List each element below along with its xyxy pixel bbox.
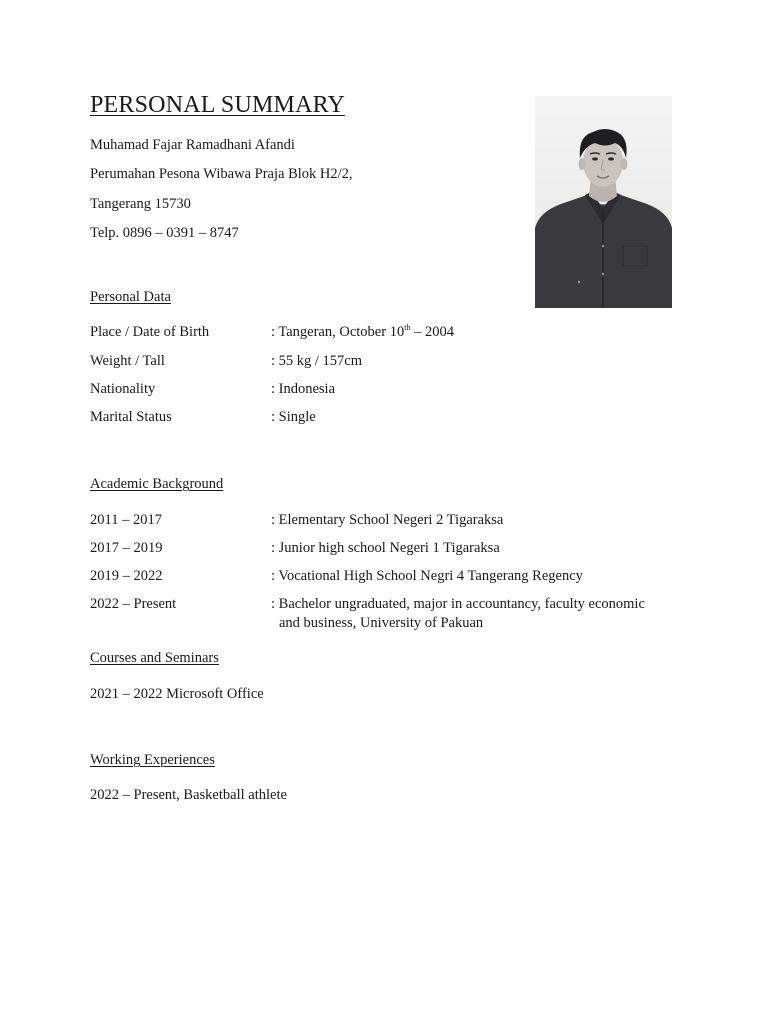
section-heading-courses: Courses and Seminars xyxy=(90,650,219,666)
personal-data-value-marital: : Single xyxy=(271,409,316,425)
academic-value-continuation: and business, University of Pakuan xyxy=(279,615,484,631)
personal-data-value-weight: : 55 kg / 157cm xyxy=(271,353,363,369)
academic-period: 2011 – 2017 xyxy=(90,512,162,528)
section-heading-work: Working Experiences xyxy=(90,752,215,768)
work-item: 2022 – Present, Basketball athlete xyxy=(90,787,287,803)
address-line-1: Perumahan Pesona Wibawa Praja Blok H2/2, xyxy=(90,166,353,182)
section-heading-academic: Academic Background xyxy=(90,476,224,492)
phone-number: Telp. 0896 – 0391 – 8747 xyxy=(90,225,239,241)
candidate-name: Muhamad Fajar Ramadhani Afandi xyxy=(90,137,295,153)
course-item: 2021 – 2022 Microsoft Office xyxy=(90,686,264,702)
academic-period: 2019 – 2022 xyxy=(90,568,163,584)
personal-data-label-nationality: Nationality xyxy=(90,381,156,397)
academic-period: 2022 – Present xyxy=(90,596,177,612)
academic-value: : Bachelor ungraduated, major in accountancy, faculty economic xyxy=(271,596,645,612)
academic-value: : Junior high school Negeri 1 Tigaraksa xyxy=(271,540,500,556)
profile-photo xyxy=(535,96,672,308)
page-title: PERSONAL SUMMARY xyxy=(90,92,346,118)
section-heading-personal-data: Personal Data xyxy=(90,289,171,305)
address-line-2: Tangerang 15730 xyxy=(90,196,191,212)
personal-data-label-birth: Place / Date of Birth xyxy=(90,324,210,340)
academic-period: 2017 – 2019 xyxy=(90,540,163,556)
personal-data-label-weight: Weight / Tall xyxy=(90,353,165,369)
personal-data-label-marital: Marital Status xyxy=(90,409,172,425)
academic-value: : Elementary School Negeri 2 Tigaraksa xyxy=(271,512,504,528)
academic-value: : Vocational High School Negri 4 Tangerang Regency xyxy=(271,568,583,584)
personal-data-value-nationality: : Indonesia xyxy=(271,381,336,397)
personal-data-value-birth: : Tangeran, October 10th – 2004 xyxy=(271,323,454,340)
